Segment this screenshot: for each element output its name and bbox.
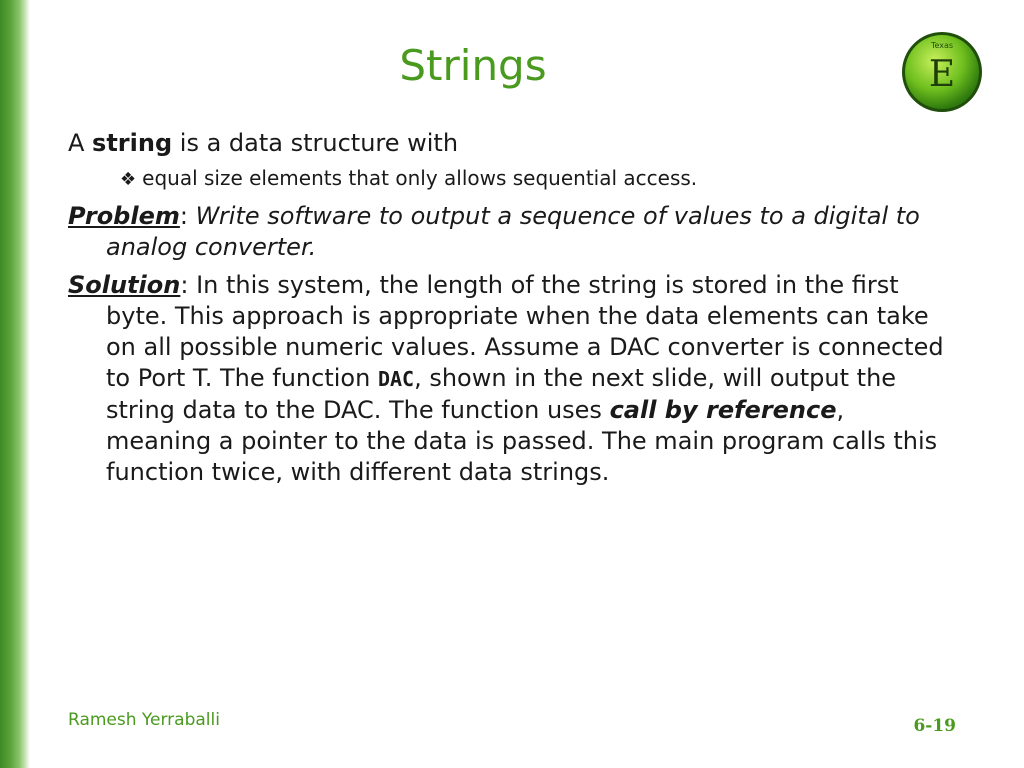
problem-label: Problem [68, 202, 180, 230]
solution-label: Solution [68, 271, 181, 299]
logo-letter: E [928, 54, 956, 95]
call-by-reference: call by reference [609, 396, 837, 424]
slide-title: Strings [399, 41, 547, 90]
intro-term: string [92, 129, 173, 157]
intro-line: A string is a data structure with [68, 129, 459, 157]
slide-body [68, 128, 948, 488]
page-number: 6-19 [913, 716, 956, 736]
diamond-bullet-icon: ❖ [120, 169, 137, 190]
texas-e-logo [900, 30, 984, 114]
footer-author: Ramesh Yerraballi [68, 710, 220, 730]
solution-paragraph: Solution: In this system, the length of the string is stored in the first byte. This approach is appropriate when the data elements can take on all possible numeric values. Assume a DAC converter is connected to Port T. The function DAC, shown in the next slide, will output the string data to the DAC. The function uses call by reference, meaning a pointer to the data is passed. The main program calls this function twice, with different data strings. [68, 271, 944, 486]
bullet-item: ❖ equal size elements that only allows sequential access. [120, 166, 698, 190]
logo-top-text: Texas [930, 41, 954, 50]
left-accent-bar [0, 0, 30, 768]
dac-code: DAC [377, 367, 415, 391]
problem-paragraph: Problem: Write software to output a sequence of values to a digital to analog converter. [68, 202, 920, 261]
problem-text: Write software to output a sequence of values to a digital to analog converter. [106, 202, 920, 261]
